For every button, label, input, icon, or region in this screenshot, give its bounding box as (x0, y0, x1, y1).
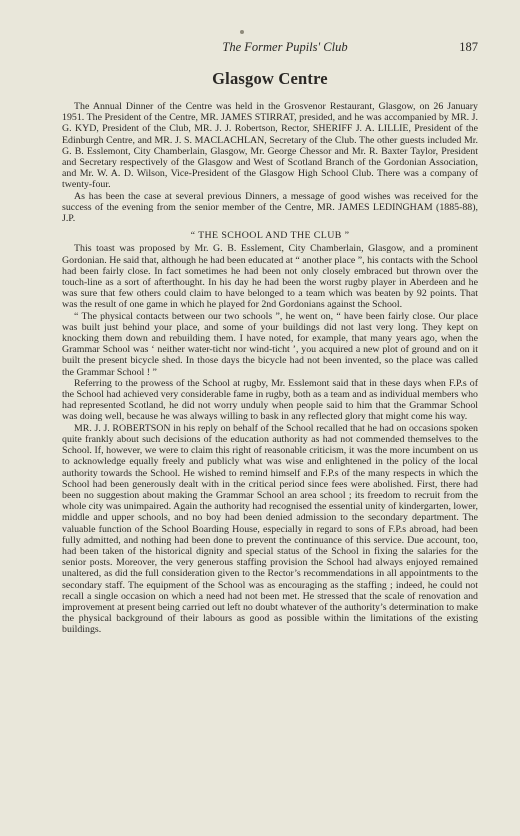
paragraph: As has been the case at several previous Dinners, a message of good wishes was received for the success of the evening from the senior member of the Centre, MR. JAMES LEDINGHAM (1885-88), J.P. (62, 190, 478, 225)
page-mark (240, 30, 244, 34)
section-title: Glasgow Centre (212, 69, 328, 88)
page-number: 187 (459, 40, 478, 54)
paragraph: “ The physical contacts between our two schools ”, he went on, “ have been fairly close. Our place was built just behind your place, and some of your buildings did not last very long. They kept on knocking them down and rebuilding them. I have noted, for example, that many years ago, when the Grammar School was ‘ neither water-ticht nor wind-ticht ’, you acquired a new plot of ground and on it built the present bicycle shed. In those days the bicycle had not been invented, so the place was called the Grammar School ! ” (62, 310, 478, 378)
article-body (62, 101, 478, 636)
paragraph: MR. J. J. ROBERTSON in his reply on behalf of the School recalled that he had on occasions spoken quite frankly about such decisions of the education authority as had not commended themselves to the School. If, however, we were to claim this right of reasonable criticism, it was the more incumbent on us to acknowledge equally freely and publicly what was wise and enlightened in the policy of the local authority towards the School. He wished to remind himself and F.P.s of the many respects in which the School had been generously dealt with in the critical period since fees were abolished. First, there had been no suggestion about making the Grammar School an area school ; its freedom to recruit from the whole city was unimpaired. Again the authority had recognised the essential unity of kindergarten, lower, middle and upper schools, and no boy had been denied admission to the secondary department. The valuable function of the School Boarding House, especially in regard to sons of F.P.s abroad, had been fully admitted, and nothing had been done to prevent the continuance of this service. Due account, too, had been taken of the historical dignity and special status of the School in fixing the salaries for the senior posts. Moreover, the very generous staffing provision the School had always enjoyed remained unaltered, as did the full consideration given to the Rector’s recommendations in all appointments to the secondary staff. The equipment of the School was as encouraging as the staffing ; indeed, he could not recall a single occasion on which a need had not been met. He stressed that the scale of renovation and improvement at present being carried out left no doubt whatever of the authority’s determination to make the physical background of their labours as good as possible within the limitations of the existing buildings. (62, 422, 478, 636)
paragraph: Referring to the prowess of the School at rugby, Mr. Esslemont said that in these days when F.P.s of the School had achieved very considerable fame in rugby, both as a team and as individual members who had represented Scotland, he did not worry unduly when people said to him that the Grammar School was doing well, because he was always willing to bask in any reflected glory that might come his way. (62, 377, 478, 423)
toast-heading: “ THE SCHOOL AND THE CLUB ” (190, 230, 350, 242)
paragraph: The Annual Dinner of the Centre was held in the Grosvenor Restaurant, Glasgow, on 26 January 1951. The President of the Centre, MR. JAMES STIRRAT, presided, and he was accompanied by MR. J. G. KYD, President of the Club, MR. J. J. Robertson, Rector, SHERIFF J. A. LILLIE, President of the Edinburgh Centre, and MR. J. S. MACLACHLAN, Secretary of the Club. The other guests included Mr. G. B. Esslemont, City Chamberlain, Glasgow, Mr. George Chessor and Mr. R. Baxter Taylor, President and Secretary respectively of the Glasgow and West of Scotland Branch of the Gordonian Association, and Mr. W. A. D. Wilson, Vice-President of the Glasgow High School Club. There was a company of twenty-four. (62, 101, 478, 191)
paragraph: This toast was proposed by Mr. G. B. Esslement, City Chamberlain, Glasgow, and a prominent Gordonian. He said that, although he had been educated at “ another place ”, his contacts with the School had been fairly close. In fact sometimes he had been not only closely embraced but thrown over the touch-line as a sort of afterthought. In his day he had been the worst rugby player in Aberdeen and he was sure that few others could claim to have belonged to a team which was beaten by 92 points. That was the result of one game in which he played for 2nd Gordonians against the School. (62, 243, 478, 311)
running-header (62, 40, 478, 58)
running-title: The Former Pupils' Club (222, 40, 348, 54)
